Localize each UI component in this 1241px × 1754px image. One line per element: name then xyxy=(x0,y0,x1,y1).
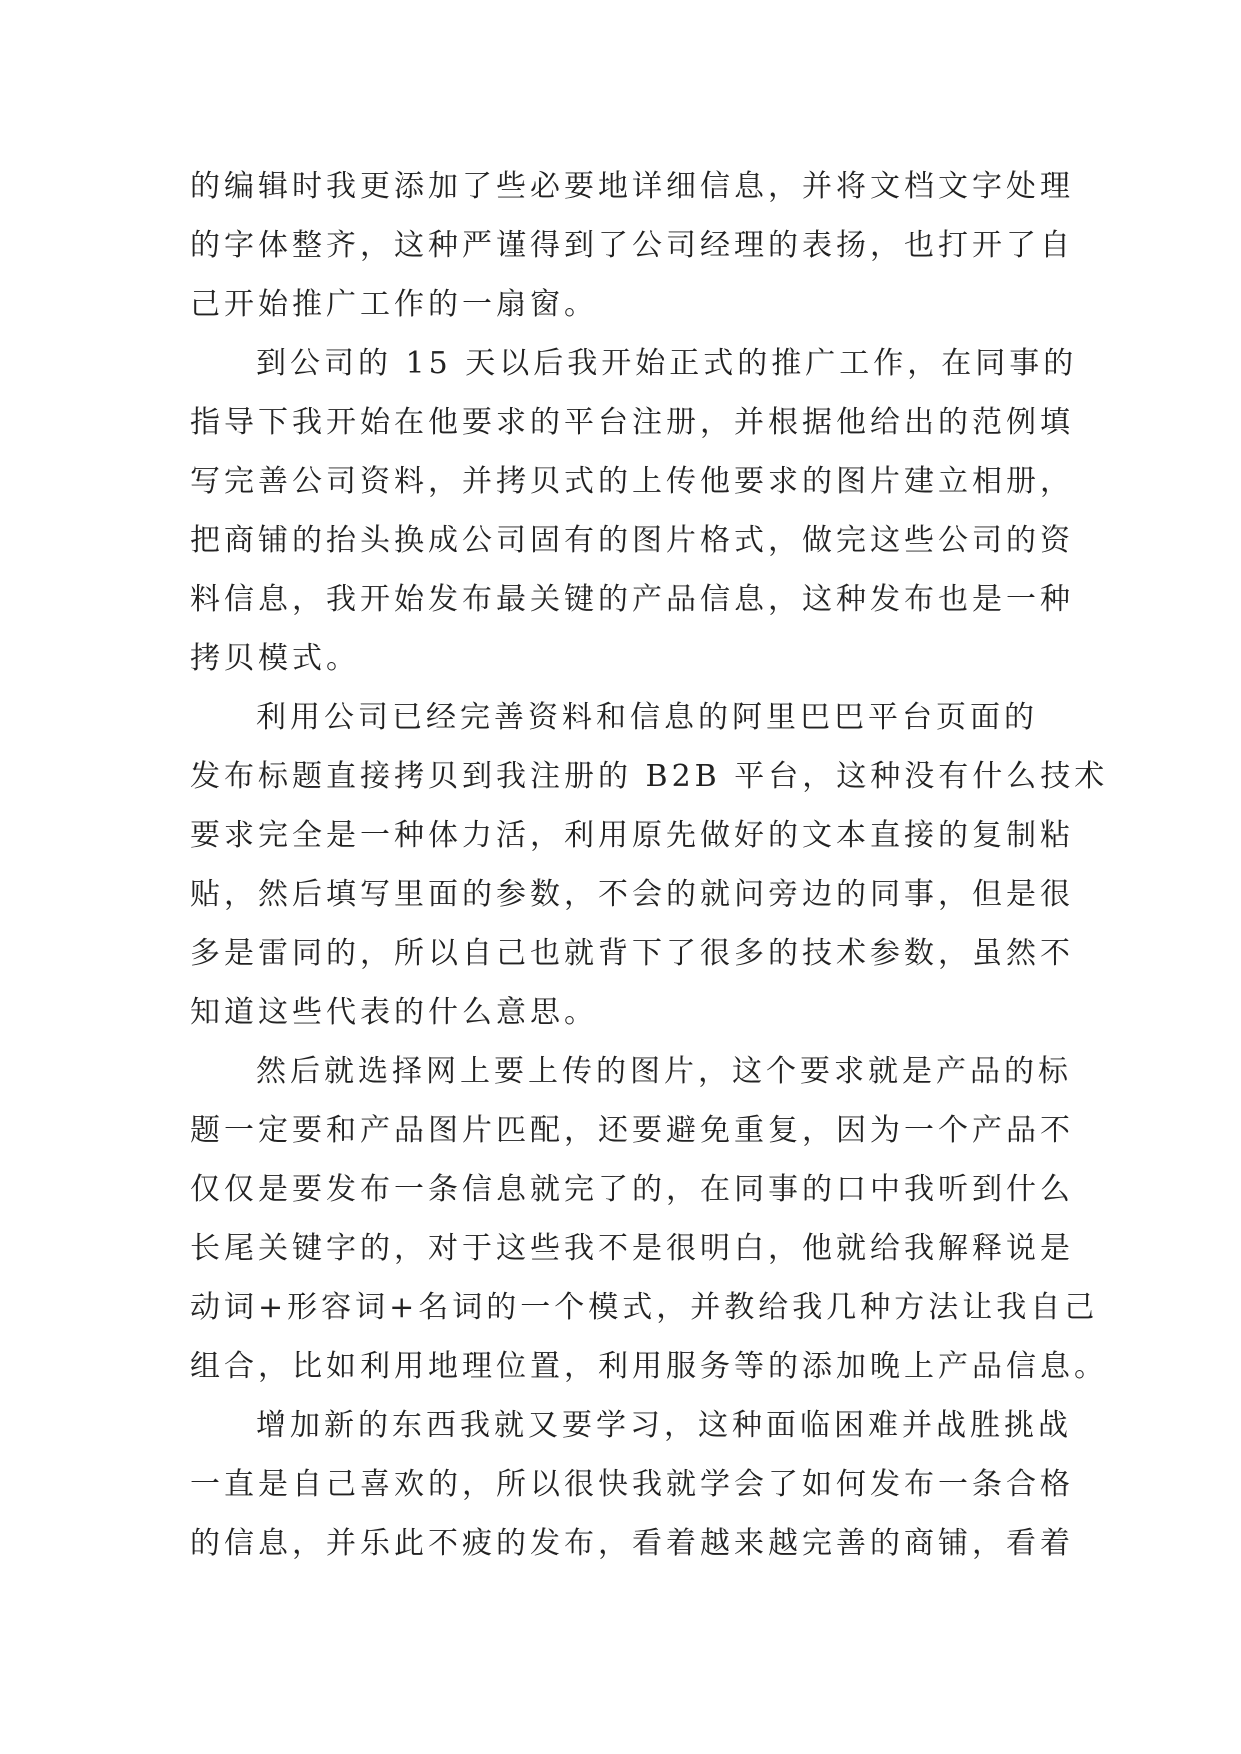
text-line: 多是雷同的，所以自己也就背下了很多的技术参数，虽然不 xyxy=(190,936,1074,971)
text-line: 一直是自己喜欢的，所以很快我就学会了如何发布一条合格 xyxy=(190,1467,1074,1502)
paragraph-4 xyxy=(190,1042,1108,1396)
text-line: 利用公司已经完善资料和信息的阿里巴巴平台页面的 xyxy=(256,700,1038,735)
document-body xyxy=(190,157,1109,1573)
text-line: 己开始推广工作的一扇窗。 xyxy=(190,287,598,322)
text-line: 然后就选择网上要上传的图片，这个要求就是产品的标 xyxy=(256,1054,1072,1089)
text-line: 组合，比如利用地理位置，利用服务等的添加晚上产品信息。 xyxy=(190,1349,1108,1384)
text-line: 动词+形容词+名词的一个模式，并教给我几种方法让我自己 xyxy=(190,1290,1099,1325)
paragraph-3 xyxy=(190,688,1109,1042)
text-line: 要求完全是一种体力活，利用原先做好的文本直接的复制粘 xyxy=(190,818,1074,853)
text-line: 题一定要和产品图片匹配，还要避免重复，因为一个产品不 xyxy=(190,1113,1074,1148)
text-line: 知道这些代表的什么意思。 xyxy=(190,995,598,1030)
text-line: 写完善公司资料，并拷贝式的上传他要求的图片建立相册， xyxy=(190,464,1074,499)
paragraph-1 xyxy=(190,157,1074,334)
text-line: 把商铺的抬头换成公司固有的图片格式，做完这些公司的资 xyxy=(190,523,1074,558)
text-line: 的编辑时我更添加了些必要地详细信息，并将文档文字处理 xyxy=(190,169,1074,204)
text-line: 料信息，我开始发布最关键的产品信息，这种发布也是一种 xyxy=(190,582,1074,617)
text-line: 贴，然后填写里面的参数，不会的就问旁边的同事，但是很 xyxy=(190,877,1074,912)
paragraph-5 xyxy=(190,1396,1074,1573)
text-line: 增加新的东西我就又要学习，这种面临困难并战胜挑战 xyxy=(256,1408,1072,1443)
text-line: 拷贝模式。 xyxy=(190,641,360,676)
paragraph-2 xyxy=(190,334,1078,688)
text-line: 指导下我开始在他要求的平台注册，并根据他给出的范例填 xyxy=(190,405,1074,440)
text-line: 的字体整齐，这种严谨得到了公司经理的表扬，也打开了自 xyxy=(190,228,1074,263)
text-line: 的信息，并乐此不疲的发布，看着越来越完善的商铺，看着 xyxy=(190,1526,1074,1561)
text-line: 发布标题直接拷贝到我注册的 B2B 平台，这种没有什么技术 xyxy=(190,759,1109,794)
text-line: 长尾关键字的，对于这些我不是很明白，他就给我解释说是 xyxy=(190,1231,1074,1266)
text-line: 到公司的 15 天以后我开始正式的推广工作，在同事的 xyxy=(256,346,1078,381)
text-line: 仅仅是要发布一条信息就完了的，在同事的口中我听到什么 xyxy=(190,1172,1074,1207)
